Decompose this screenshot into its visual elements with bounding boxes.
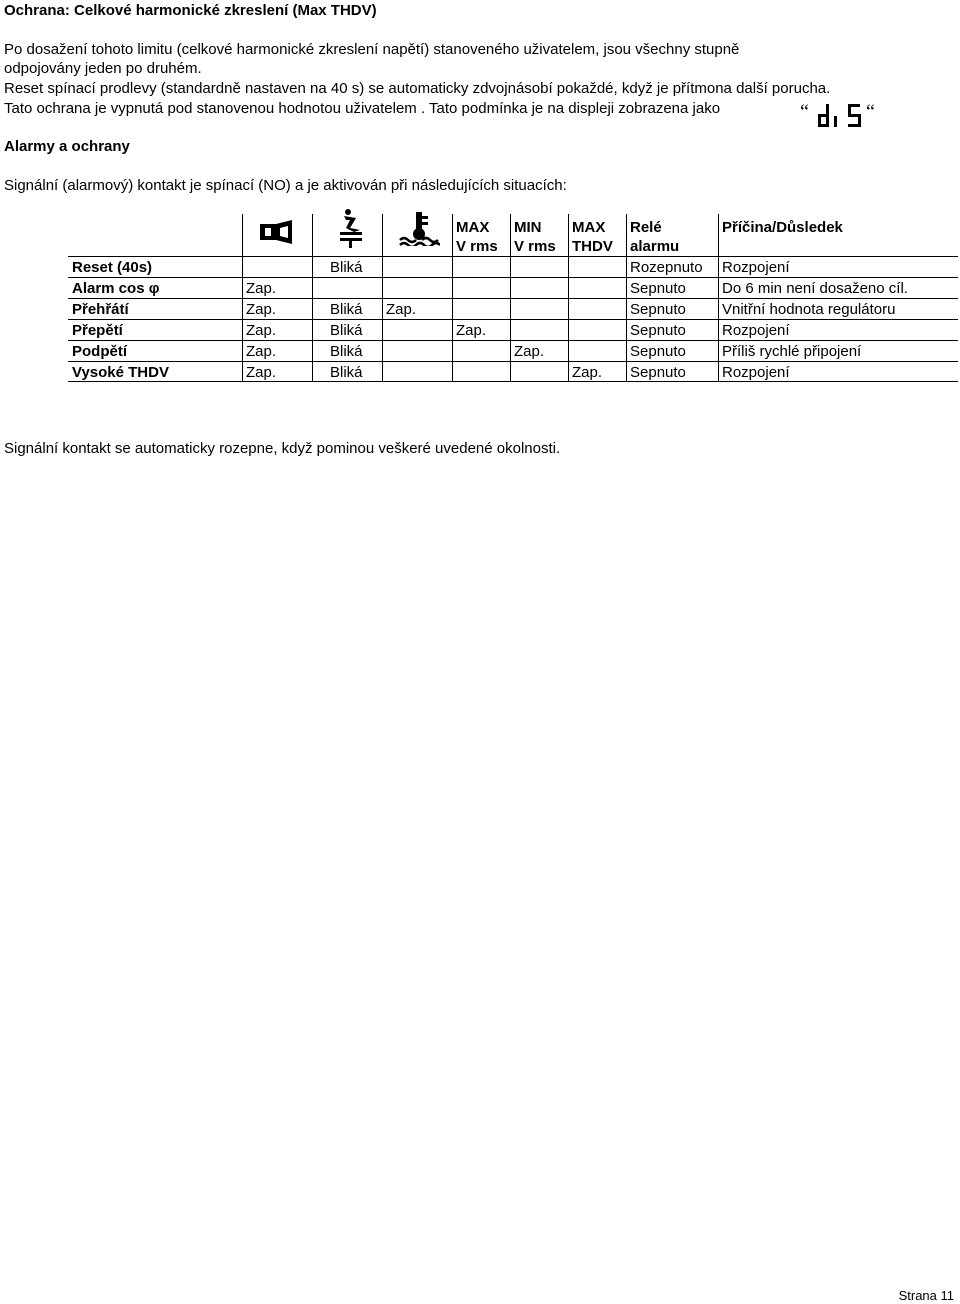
cell-relay: Sepnuto	[630, 322, 686, 339]
step-switching-icon	[334, 208, 368, 253]
cell-relay: Sepnuto	[630, 364, 686, 381]
cell-c2: Bliká	[330, 364, 363, 381]
header-max-thdv-2: THDV	[572, 238, 613, 255]
cell-c2: Bliká	[330, 301, 363, 318]
cell-c2: Bliká	[330, 259, 363, 276]
header-max-thdv-1: MAX	[572, 219, 606, 236]
seven-segment-display-icon	[800, 102, 878, 132]
cell-relay: Sepnuto	[630, 280, 686, 297]
cell-c1: Zap.	[246, 343, 277, 360]
capacitor-relay-icon	[258, 218, 298, 251]
header-max-vrms-1: MAX	[456, 219, 490, 236]
row-name: Přehřátí	[72, 301, 129, 318]
header-rele-1: Relé	[630, 219, 662, 236]
row-name: Podpětí	[72, 343, 127, 360]
cell-c6: Zap.	[572, 364, 603, 381]
cell-c1: Zap.	[246, 301, 277, 318]
header-max-vrms-2: V rms	[456, 238, 498, 255]
row-name: Alarm cos φ	[72, 280, 160, 297]
header-cause: Příčina/Důsledek	[722, 219, 843, 236]
row-name: Vysoké THDV	[72, 364, 169, 381]
intro-line-2: odpojovány jeden po druhém.	[4, 60, 202, 77]
cell-c2: Bliká	[330, 322, 363, 339]
cell-cause: Do 6 min není dosaženo cíl.	[722, 280, 908, 297]
display-code	[800, 102, 878, 132]
cell-c3: Zap.	[386, 301, 417, 318]
page-number: Strana 11	[898, 1288, 954, 1303]
cell-cause: Rozpojení	[722, 259, 790, 276]
header-min-vrms-1: MIN	[514, 219, 542, 236]
cell-relay: Sepnuto	[630, 343, 686, 360]
cell-cause: Vnitřní hodnota regulátoru	[722, 301, 896, 318]
row-name: Reset (40s)	[72, 259, 153, 276]
intro-line-3: Reset spínací prodlevy (standardně nastaven na 40 s) se automaticky zdvojnásobí pokaždé, když je přítmona další porucha.	[4, 80, 831, 97]
alarms-intro: Signální (alarmový) kontakt je spínací (NO) a je aktivován při následujících situacích:	[4, 177, 567, 194]
cell-cause: Rozpojení	[722, 322, 790, 339]
intro-line-4: Tato ochrana je vypnutá pod stanovenou hodnotou uživatelem . Tato podmínka je na displeji zobrazena jako	[4, 100, 721, 117]
section-title: Ochrana: Celkové harmonické zkreslení (Max THDV)	[4, 2, 377, 19]
alarms-heading: Alarmy a ochrany	[4, 138, 130, 155]
closing-note: Signální kontakt se automaticky rozepne, když pominou veškeré uvedené okolnosti.	[4, 440, 561, 457]
header-min-vrms-2: V rms	[514, 238, 556, 255]
display-open-quote: “	[800, 102, 809, 123]
header-rele-2: alarmu	[630, 238, 680, 255]
cell-c1: Zap.	[246, 280, 277, 297]
intro-line-1: Po dosažení tohoto limitu (celkové harmonické zkreslení napětí) stanoveného uživatelem, jsou všechny stupně	[4, 41, 740, 58]
cell-cause: Příliš rychlé připojení	[722, 343, 862, 360]
cell-cause: Rozpojení	[722, 364, 790, 381]
temperature-icon	[398, 210, 440, 251]
cell-relay: Sepnuto	[630, 301, 686, 318]
cell-c1: Zap.	[246, 364, 277, 381]
alarm-table	[68, 214, 958, 382]
cell-c5: Zap.	[514, 343, 545, 360]
cell-c1: Zap.	[246, 322, 277, 339]
display-close-quote: “	[866, 102, 875, 123]
cell-c2: Bliká	[330, 343, 363, 360]
row-name: Přepětí	[72, 322, 123, 339]
cell-relay: Rozepnuto	[630, 259, 703, 276]
cell-c4: Zap.	[456, 322, 487, 339]
